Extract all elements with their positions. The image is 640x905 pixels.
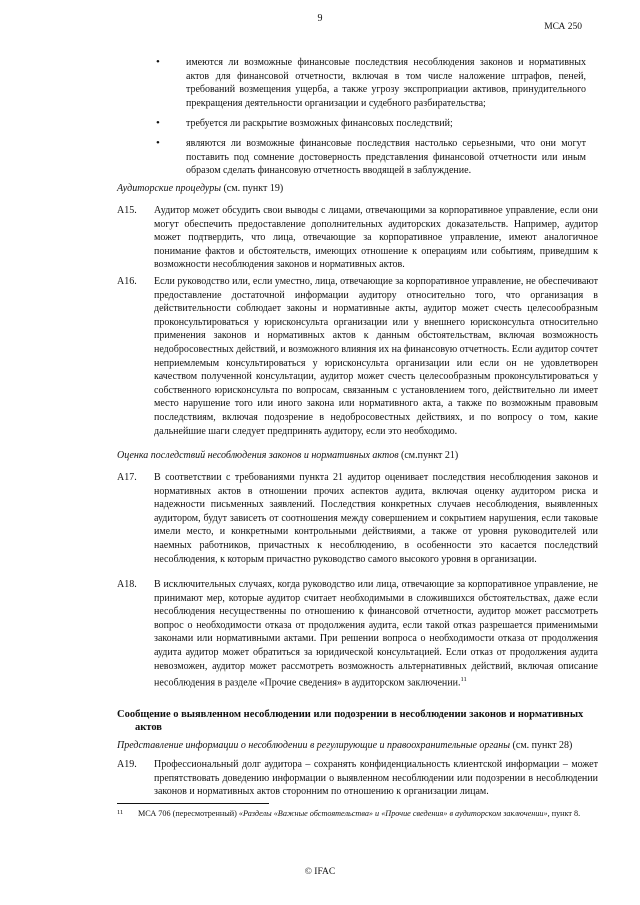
paragraph-a18-text: В исключительных случаях, когда руководство или лица, отвечающие за корпоративное управление, не принимают мер, которые аудитор считает необходимыми в сложившихся обстоятельствах, даже если несоблюдения несущественны по отношению к финансовой отчетности, аудитор может рассмотреть вопрос о необходимости отказа от продолжения аудита, если такой отказ разрешается применимыми законами или нормативными актами. При решении вопроса о необходимости отказа от продолжения аудита аудитор может обратиться за юридической консультацией. Если отказ от продолжения аудита невозможен, аудитор может рассмотреть возможность альтернативных действий, включая описание несоблюдения в разделе «Прочие сведения» в аудиторском заключении.	[154, 579, 598, 689]
bullet-item: требуется ли раскрытие возможных финансовых последствий;	[186, 118, 453, 129]
subheading-reporting	[117, 740, 597, 751]
footnote-mark: 11	[117, 809, 124, 816]
subheading-title: Оценка последствий несоблюдения законов и нормативных актов	[117, 450, 399, 461]
subheading-ref: (см.пункт 21)	[401, 450, 459, 461]
paragraph-a18	[154, 578, 598, 690]
section-heading: Сообщение о выявленном несоблюдении или подозрении в несоблюдении законов и нормативных	[117, 709, 584, 720]
subheading-ref: (см. пункт 28)	[512, 740, 573, 751]
footnote-prefix: МСА 706 (пересмотренный)	[138, 809, 237, 818]
footnote-divider	[117, 803, 269, 804]
bullet-marker: •	[156, 137, 160, 149]
paragraph-label: A16.	[117, 276, 137, 287]
bullet-marker: •	[156, 56, 160, 68]
paragraph-a16: Если руководство или, если уместно, лица, отвечающие за корпоративное управление, не обеспечивают предоставление достаточной информации аудитору относительно того, что организация в действительности соблюдает законы и нормативные акты, аудитор может счесть целесообразным проконсультироваться у юрисконсульта организации или у внешнего юрисконсульта относительно применения законов и нормативных актов к данным обстоятельствам, включая возможность недобросовестных действий, и возможного влияния их на финансовую отчетность. Если аудитор сочтет неприемлемым консультироваться у юрисконсульта организации или если он не удовлетворен качеством полученной консультации, аудитор может счесть целесообразным проконсультироваться у собственного юрисконсульта по вопросам, связанным с установлением того, действительно ли имеет место нарушение того или иного закона или нормативного акта, а также по возможным правовым последствиям, включая подозрение в недобросовестных действиях, и по вопросу о том, какие дальнейшие шаги следует предпринять аудитору, если это необходимо.	[154, 276, 598, 437]
page-number: 9	[317, 13, 323, 24]
section-heading-continued: актов	[135, 722, 162, 733]
bullet-item: являются ли возможные финансовые последствия настолько серьезными, что они могут поставить под сомнение достоверность представления финансовой отчетности или иным образом сделать финансовую отчетность вводящей в заблуждение.	[186, 138, 586, 177]
footnote-italic: «Разделы «Важные обстоятельства» и «Прочие сведения» в аудиторском заключении»,	[238, 809, 550, 818]
paragraph-label: A15.	[117, 205, 137, 216]
paragraph-label: A18.	[117, 579, 137, 590]
standard-code: МСА 250	[544, 22, 582, 32]
paragraph-a19: Профессиональный долг аудитора – сохранять конфиденциальность клиентской информации – может препятствовать доведению информации о выявленном несоблюдении или подозрении в несоблюдении законов и нормативных актов сторонним по отношению к организации лицам.	[154, 759, 598, 798]
bullet-item: имеются ли возможные финансовые последствия несоблюдения законов и нормативных актов для финансовой отчетности, включая в том числе наложение штрафов, пеней, требований возмещения ущерба, а также угрозу экспроприации активов, принудительного прекращения деятельности организации и судебного разбирательства;	[186, 57, 586, 109]
subheading-audit-procedures	[117, 183, 597, 194]
footnote-reference: 11	[460, 676, 467, 684]
paragraph-a15: Аудитор может обсудить свои выводы с лицами, отвечающими за корпоративное управление, если они могут обеспечить предоставление дополнительных аудиторских доказательств. Например, аудитор может подтвердить, что лица, отвечающие за корпоративное управление, имеют аналогичное понимание фактов и обстоятельств, имеющих отношение к операциям или событиям, приведшим к возможности несоблюдения законов и нормативных актов.	[154, 205, 598, 271]
paragraph-label: A17.	[117, 472, 137, 483]
subheading-ref: (см. пункт 19)	[223, 183, 284, 194]
bullet-marker: •	[156, 117, 160, 129]
subheading-evaluation	[117, 450, 597, 461]
subheading-title: Аудиторские процедуры	[117, 183, 221, 194]
paragraph-label: A19.	[117, 759, 137, 770]
copyright-footer: © IFAC	[304, 867, 336, 877]
footnote-text	[138, 808, 598, 819]
paragraph-a17: В соответствии с требованиями пункта 21 аудитор оценивает последствия несоблюдения законов и нормативных актов в отношении прочих аспектов аудита, включая оценку аудитором риска и надежности письменных заявлений. Последствия конкретных случаев несоблюдения, выявленных аудитором, будут зависеть от соотношения между совершением и сокрытием нарушения, если таковые имели место, и конкретными контрольными действиями, а также от уровня руководителей или наемных работников, причастных к несоблюдению, в особенности это касается последствий несоблюдения, к которым причастно руководство самого высокого уровня в организации.	[154, 472, 598, 565]
subheading-title: Представление информации о несоблюдении в регулирующие и правоохранительные органы	[117, 740, 511, 751]
footnote-suffix: пункт 8.	[551, 809, 581, 818]
